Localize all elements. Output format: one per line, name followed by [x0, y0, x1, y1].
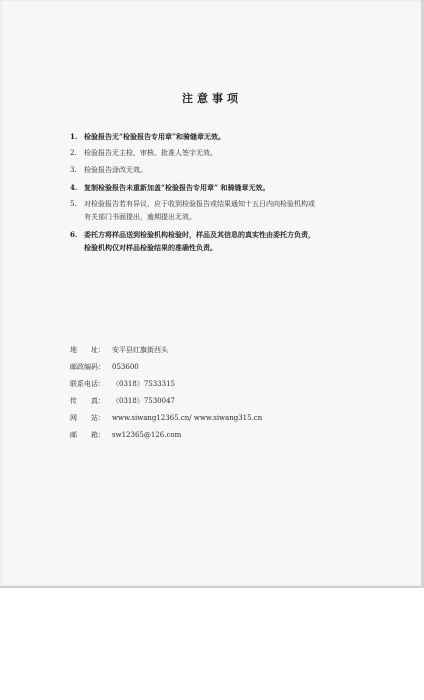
contact-label: 联系电话：: [70, 380, 105, 388]
notes-list: [70, 130, 370, 258]
note-number: 4.: [70, 183, 78, 192]
contact-info: [70, 342, 370, 444]
contact-value: （0318）7530047: [112, 397, 175, 405]
contact-label: 地 址：: [70, 346, 105, 354]
note-text: 检验报告涂改无效。: [84, 166, 147, 174]
contact-row-website: [70, 410, 370, 427]
contact-value: 053600: [112, 363, 139, 371]
note-number: 2.: [70, 149, 77, 157]
note-text: 检验报告无“检验报告专用章”和骑缝章无效。: [84, 132, 226, 141]
contact-label: 邮 箱：: [70, 431, 105, 439]
contact-label: 传 真：: [70, 397, 105, 405]
note-text: 委托方将样品送到检验机构检验时，样品及其信息的真实性由委托方负责， 检验机构仅对样品检验结果的准确性负责。: [84, 230, 315, 252]
note-text: 对检验报告若有异议，应于收到检验报告或结果通知十五日内向检验机构或 有关部门书面提出，逾期提出无效。: [84, 200, 315, 221]
note-number: 6.: [70, 230, 78, 239]
note-item: [70, 181, 370, 194]
contact-row-address: [70, 342, 370, 359]
note-item: [70, 130, 370, 143]
contact-row-email: [70, 427, 370, 444]
note-text: 复制检验报告未重新加盖“检验报告专用章” 和骑缝章无效。: [84, 183, 270, 192]
note-number: 5.: [70, 200, 77, 208]
contact-value: 安平县红旗街西头: [112, 346, 168, 354]
note-item: [70, 147, 370, 160]
note-number: 1.: [70, 132, 78, 141]
page-edge-bottom: [0, 586, 424, 588]
contact-row-fax: [70, 393, 370, 410]
note-item: [70, 164, 370, 177]
contact-row-postcode: [70, 359, 370, 376]
note-item: [70, 228, 370, 254]
contact-label: 网 站：: [70, 414, 105, 422]
contact-row-phone: [70, 376, 370, 393]
contact-label: 邮政编码：: [70, 363, 105, 371]
note-item: [70, 198, 370, 224]
contact-value: sw12365@126.com: [112, 431, 182, 439]
contact-value: www.siwang12365.cn/ www.siwang315.cn: [112, 414, 263, 422]
page-title: 注意事项: [182, 92, 242, 105]
note-number: 3.: [70, 166, 77, 174]
note-text: 检验报告无主检、审核、批准人签字无效。: [84, 149, 217, 157]
contact-value: （0318）7533315: [112, 380, 175, 388]
